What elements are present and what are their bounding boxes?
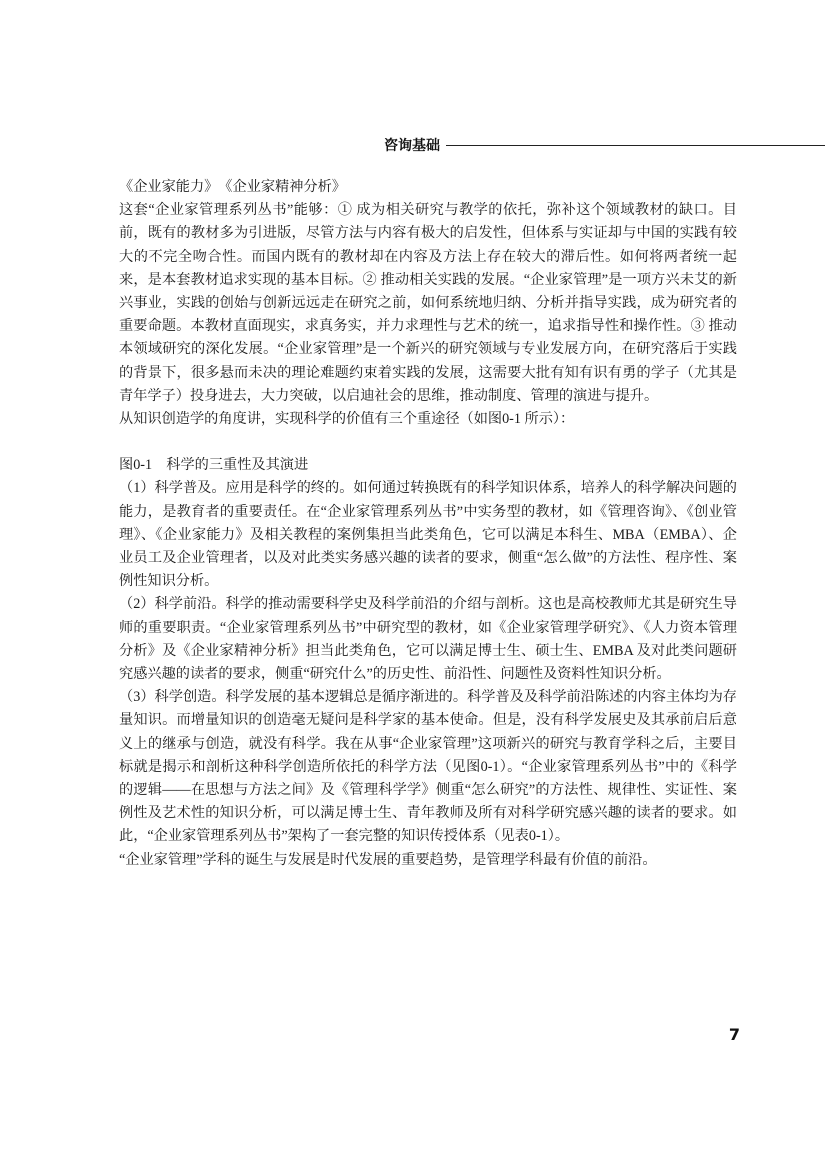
page-number: 7 (728, 1025, 740, 1044)
paragraph: （2）科学前沿。科学的推动需要科学史及科学前沿的介绍与剖析。这也是高校教师尤其是研究生导师的重要职责。“企业家管理系列丛书”中研究型的教材，如《企业家管理学研究》、《人力资本管理分析》及《企业家精神分析》担当此类角色，它可以满足博士生、硕士生、EMBA 及对此类问题研究感兴趣的读者的要求，侧重“研究什么”的历史性、前沿性、问题性及资料性知识分析。 (119, 596, 737, 683)
figure-spacer (119, 431, 737, 454)
figure-caption: 图0-1 科学的三重性及其演进 (119, 457, 309, 474)
running-header (384, 135, 825, 155)
paragraph: （1）科学普及。应用是科学的终的。如何通过转换既有的科学知识体系，培养人的科学解决问题的能力，是教育者的重要责任。在“企业家管理系列丛书”中实务型的教材，如《管理咨询》、《创业管理》、《企业家能力》及相关教程的案例集担当此类角色，它可以满足本科生、MBA（EMBA）、企业员工及企业管理者，以及对此类实务感兴趣的读者的要求，侧重“怎么做”的方法性、程序性、案例性知识分析。 (119, 480, 737, 590)
paragraph: “企业家管理”学科的诞生与发展是时代发展的重要趋势，是管理学科最有价值的前沿。 (119, 851, 657, 868)
paragraph: 这套“企业家管理系列丛书”能够：① 成为相关研究与教学的依托，弥补这个领域教材的缺口。目前，既有的教材多为引进版，尽管方法与内容有极大的启发性，但体系与实证却与中国的实践有较大的不完全吻合性。而国内既有的教材却在内容及方法上存在较大的滞后性。如何将两者统一起来，是本套教材追求实现的基本目标。② 推动相关实践的发展。“企业家管理”是一项方兴未艾的新兴事业，实践的创始与创新远远走在研究之前，如何系统地归纳、分析并指导实践，成为研究者的重要命题。本教材直面现实，求真务实，并力求理性与艺术的统一，追求指导性和操作性。③ 推动本领域研究的深化发展。“企业家管理”是一个新兴的研究领域与专业发展方向，在研究落后于实践的背景下，很多悬而未决的理论难题约束着实践的发展，这需要大批有知有识有勇的学子（尤其是青年学子）投身进去，大力突破，以启迪社会的思维，推动制度、管理的演进与提升。 (119, 202, 737, 404)
header-title: 咨询基础 (384, 138, 440, 154)
book-titles-line: 《企业家能力》 《企业家精神分析》 (119, 179, 346, 195)
paragraph: （3）科学创造。科学发展的基本逻辑总是循序渐进的。科学普及及科学前沿陈述的内容主体均为存量知识。而增量知识的创造毫无疑问是科学家的基本使命。但是，没有科学发展史及其承前启后意义上的继承与创造，就没有科学。我在从事“企业家管理”这项新兴的研究与教育学科之后，主要目标就是揭示和剖析这种科学创造所依托的科学方法（见图0-1）。“企业家管理系列丛书”中的《科学的逻辑——在思想与方法之间》及《管理科学学》侧重“怎么研究”的方法性、规律性、实证性、案例性及艺术性的知识分析，可以满足博士生、青年教师及所有对科学研究感兴趣的读者的要求。如此，“企业家管理系列丛书”架构了一套完整的知识传授体系（见表0-1）。 (119, 689, 737, 845)
paragraph: 从知识创造学的角度讲，实现科学的价值有三个重途径（如图0-1 所示）： (119, 411, 575, 428)
header-rule (446, 145, 825, 146)
body-text (119, 176, 737, 872)
